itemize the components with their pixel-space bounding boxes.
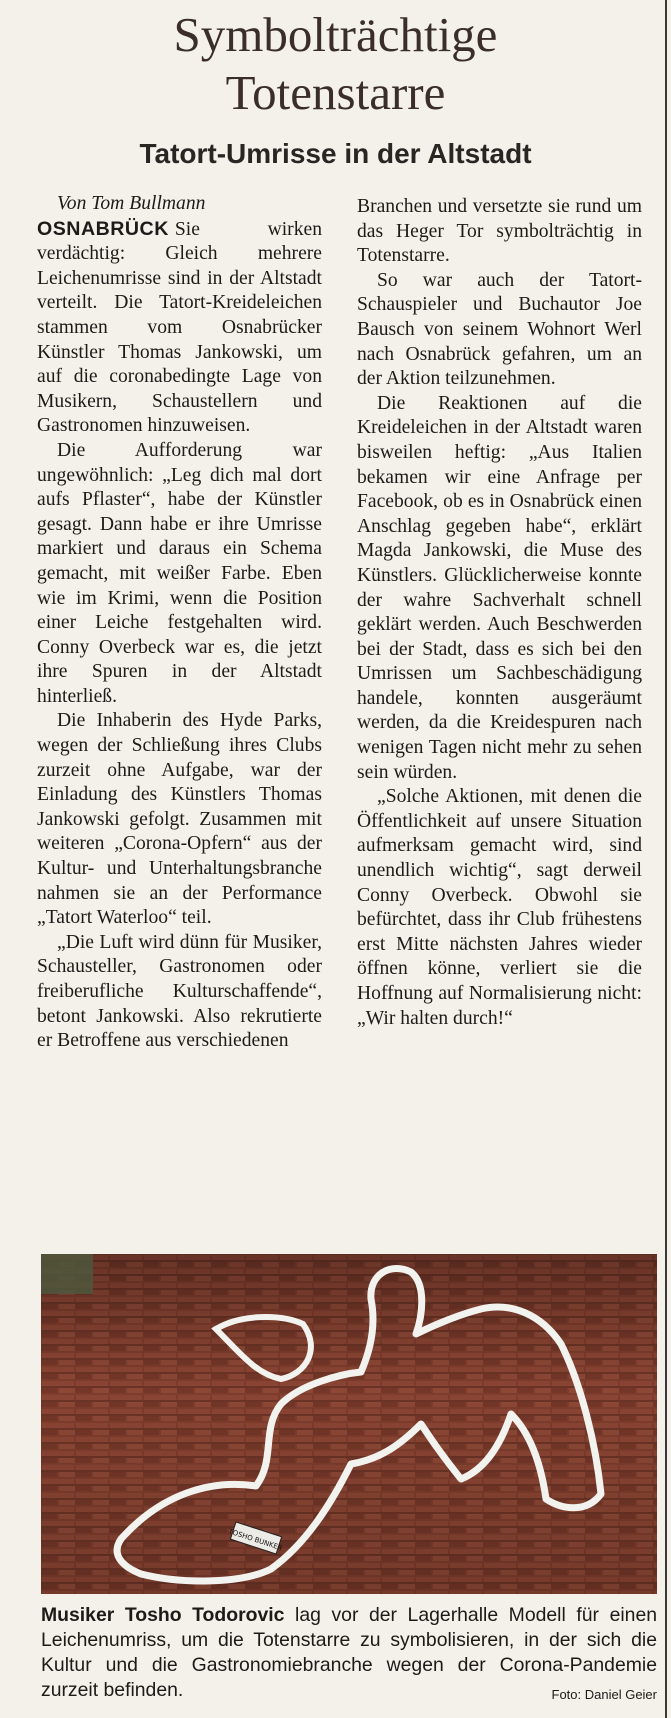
photo-illustration bbox=[41, 1254, 657, 1594]
paragraph: „Solche Aktionen, mit denen die Öffentlichkeit auf unsere Situation aufmerksam gemacht wird, sind unendlich wichtig“, sagt derweil Conny Overbeck. Obwohl sie befürchtet, dass ihr Club frühestens erst Mitte nächsten Jahres wieder öffnen könne, verliert sie die Hoffnung auf Normalisierung nicht: „Wir halten durch!“ bbox=[357, 786, 642, 1029]
chalk-outline-photo bbox=[41, 1254, 657, 1594]
headline-line-1: Symbolträchtige bbox=[173, 7, 498, 62]
paragraph: Branchen und versetzte sie rund um das Heger Tor symbolträchtig in Totenstarre. bbox=[357, 196, 642, 267]
paragraph: Die Aufforderung war ungewöhnlich: „Leg dich mal dort aufs Pflaster“, habe der Künstler gesagt. Dann habe er ihre Umrisse markiert und daraus ein Schema gemacht, mit weißer Farbe. Eben wie im Krimi, wenn die Position einer Leiche festgehalten wird. Conny Overbeck war es, die jetzt ihre Spuren in der Altstadt hinterließ. bbox=[37, 439, 322, 707]
caption-subject: Musiker Tosho Todorovic bbox=[41, 1604, 285, 1626]
paragraph: „Die Luft wird dünn für Musiker, Schausteller, Gastronomen oder freiberufliche Kulturschaffende“, betont Jankowski. Also rekrutierte er Betroffene aus verschiedenen bbox=[37, 931, 322, 1052]
dateline: OSNABRÜCK bbox=[37, 217, 169, 240]
photo-credit: Foto: Daniel Geier bbox=[551, 1687, 657, 1702]
column-rule bbox=[665, 0, 667, 1718]
headline bbox=[0, 6, 671, 122]
caption-text: lag vor der Lagerhalle Modell für einen Leichenumriss, um die Totenstarre zu symbolisieren, in der sich die Kultur und die Gastronomiebranche wegen der Corona-Pandemie zurzeit befinden. bbox=[41, 1604, 658, 1701]
text-column-right bbox=[357, 195, 642, 1031]
text-column-left bbox=[37, 192, 322, 1054]
lead-paragraph bbox=[37, 217, 322, 439]
subheadline: Tatort-Umrisse in der Altstadt bbox=[139, 138, 532, 169]
paragraph-text: Sie wirken verdächtig: Gleich mehrere Leichenumrisse sind in der Altstadt verteilt. Die Tatort-Kreideleichen stammen vom Osnabrücker Künstler Thomas Jankowski, um auf die coronabedingte Lage von Musikern, Schaustellern und Gastronomen hinzuweisen. bbox=[37, 218, 322, 437]
headline-line-2: Totenstarre bbox=[225, 65, 446, 120]
paragraph: Die Reaktionen auf die Kreideleichen in der Altstadt waren bisweilen heftig: „Aus Italien bekamen wir eine Anfrage per Facebook, ob es in Osnabrück einen Anschlag gegeben habe“, erklärt Magda Jankowski, die Muse des Künstlers. Glücklicherweise konnte der wahre Sachverhalt schnell geklärt werden. Auch Beschwerden bei der Stadt, dass es sich bei den Umrissen um Sachbeschädigung handele, konnten ausgeräumt werden, da die Kreidespuren nach wenigen Tagen nicht mehr zu sehen sein würden. bbox=[357, 392, 642, 783]
byline: Von Tom Bullmann bbox=[57, 193, 206, 214]
paragraph: Die Inhaberin des Hyde Parks, wegen der Schließung ihres Clubs zurzeit ohne Aufgabe, war der Einladung des Künstlers Thomas Jankowski gefolgt. Zusammen mit weiteren „Corona-Opfern“ aus der Kultur- und Unterhaltungsbranche nahmen sie an der Performance „Tatort Waterloo“ teil. bbox=[37, 710, 322, 929]
paragraph: So war auch der Tatort-Schauspieler und Buchautor Joe Bausch von seinem Wohnort Werl nach Osnabrück gefahren, um an der Aktion teilzunehmen. bbox=[357, 269, 642, 390]
name-sign-text: TOSHO BUNKER bbox=[227, 1527, 284, 1553]
photo-caption bbox=[41, 1603, 657, 1707]
